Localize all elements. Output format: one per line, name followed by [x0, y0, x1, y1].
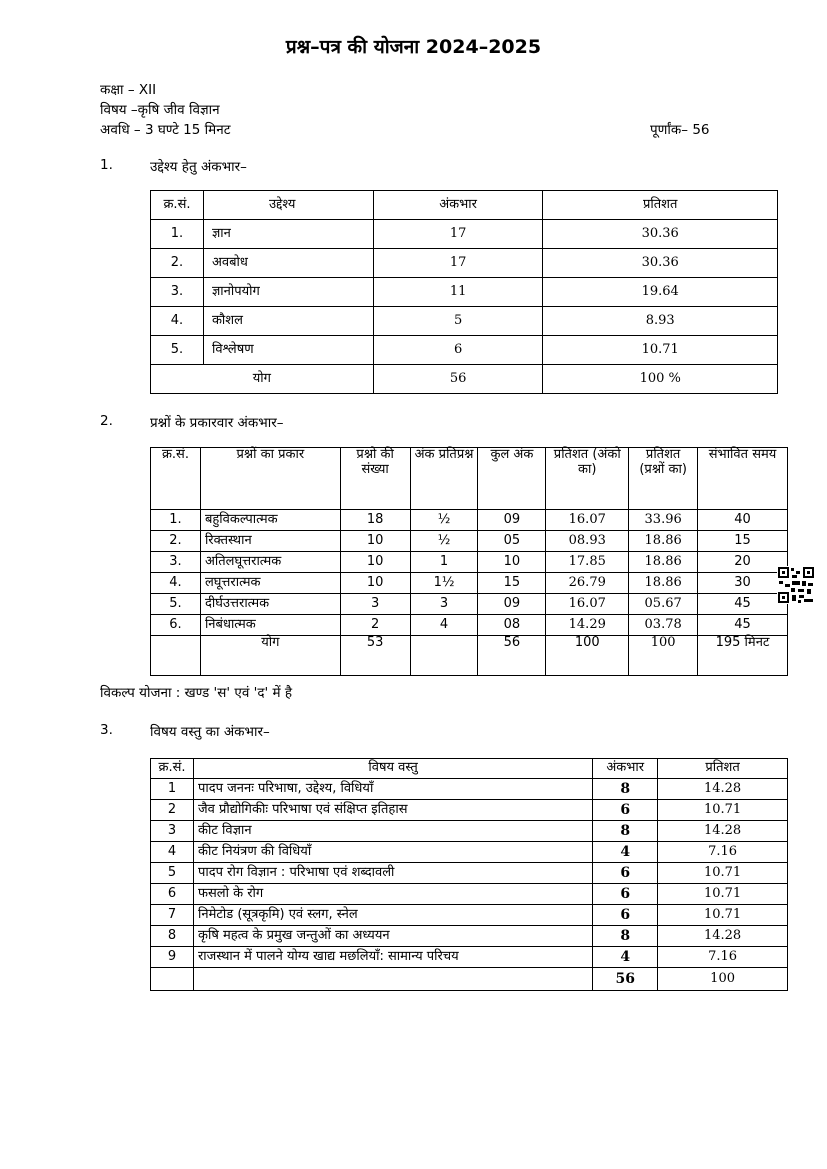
table-row: [151, 278, 778, 307]
duration-label: अवधि – 3 घण्टे 15 मिनट: [100, 122, 231, 138]
table-cell: 5: [373, 307, 543, 336]
table-cell: 6: [593, 884, 658, 905]
table-cell: 30.36: [543, 220, 778, 249]
table-cell: 30.36: [543, 249, 778, 278]
table-cell: 1½: [410, 573, 478, 594]
total-label: योग: [200, 636, 340, 676]
table-row: [151, 947, 788, 968]
table-cell: 7.16: [658, 842, 788, 863]
table-cell: 09: [478, 510, 546, 531]
table-row: [151, 552, 788, 573]
page-title: प्रश्न–पत्र की योजना 2024–2025: [285, 36, 542, 58]
table-cell: 19.64: [543, 278, 778, 307]
table-cell: रिक्तस्थान: [200, 531, 340, 552]
header-cell: प्रतिशत: [543, 191, 778, 220]
table-cell: 16.07: [546, 594, 629, 615]
table-cell: 1: [410, 552, 478, 573]
table-cell: अवबोध: [203, 249, 373, 278]
table-cell: ½: [410, 531, 478, 552]
table-row: [151, 884, 788, 905]
table-cell: ½: [410, 510, 478, 531]
total-label: योग: [151, 365, 374, 394]
section3-number: 3.: [100, 722, 113, 738]
table-cell: 10: [340, 573, 410, 594]
table-cell: दीर्घउत्तरात्मक: [200, 594, 340, 615]
header-cell: प्रश्नो की संख्या: [340, 448, 410, 510]
table-cell: अतिलघूत्तरात्मक: [200, 552, 340, 573]
table-cell: 10.71: [658, 884, 788, 905]
table-row: [151, 573, 788, 594]
table-cell: 45: [698, 594, 788, 615]
header-cell: विषय वस्तु: [193, 759, 592, 779]
table-row: [151, 307, 778, 336]
table-cell: 10.71: [658, 905, 788, 926]
table-cell: कौशल: [203, 307, 373, 336]
table-total-row: [151, 365, 778, 394]
table-cell: बहुविकल्पात्मक: [200, 510, 340, 531]
table-cell: 14.28: [658, 926, 788, 947]
total-cell: 53: [340, 636, 410, 676]
table-cell: 10: [340, 552, 410, 573]
class-label: कक्षा – XII: [100, 82, 157, 98]
table-cell: 8: [593, 779, 658, 800]
table-cell: 9: [151, 947, 194, 968]
table-cell: 4: [593, 842, 658, 863]
table-cell: 6.: [151, 615, 201, 636]
table-cell: 2: [151, 800, 194, 821]
table-cell: 10: [478, 552, 546, 573]
table-cell: 18: [340, 510, 410, 531]
table-cell: 09: [478, 594, 546, 615]
table-cell: 4.: [151, 307, 204, 336]
table-row: [151, 905, 788, 926]
total-percent: 100 %: [543, 365, 778, 394]
table-cell: 5.: [151, 594, 201, 615]
question-types-table: [150, 447, 788, 676]
total-cell: 100: [629, 636, 698, 676]
table-cell: 5.: [151, 336, 204, 365]
table-cell: कृषि महत्व के प्रमुख जन्तुओं का अध्ययन: [193, 926, 592, 947]
table-cell: 14.28: [658, 779, 788, 800]
table-cell: 4: [593, 947, 658, 968]
table-cell: 10.71: [543, 336, 778, 365]
table-cell: 3: [340, 594, 410, 615]
content-table: [150, 758, 788, 991]
table-cell: 3.: [151, 278, 204, 307]
table-cell: 3: [410, 594, 478, 615]
header-cell: अंकभार: [373, 191, 543, 220]
table-cell: 3.: [151, 552, 201, 573]
header-cell: क्र.सं.: [151, 448, 201, 510]
table-row: [151, 779, 788, 800]
header-cell: क्र.सं.: [151, 759, 194, 779]
table-cell: ज्ञान: [203, 220, 373, 249]
table-row: [151, 821, 788, 842]
table-row: [151, 249, 778, 278]
qr-code-icon: [777, 566, 815, 604]
table-cell: 8: [151, 926, 194, 947]
table-cell: 17: [373, 220, 543, 249]
table-cell: 5: [151, 863, 194, 884]
table-total-row: [151, 968, 788, 991]
header-cell: उद्देश्य: [203, 191, 373, 220]
table-cell: 11: [373, 278, 543, 307]
table-row: [151, 615, 788, 636]
table-cell: 6: [593, 800, 658, 821]
table-cell: 17.85: [546, 552, 629, 573]
header-cell: कुल अंक: [478, 448, 546, 510]
table-cell: 8: [593, 821, 658, 842]
table-row: [151, 863, 788, 884]
table-cell: राजस्थान में पालने योग्य खाद्य मछलियाँ: सामान्य परिचय: [193, 947, 592, 968]
table-total-row: [151, 636, 788, 676]
table-cell: 08.93: [546, 531, 629, 552]
header-cell: अंकभार: [593, 759, 658, 779]
table-cell: 2.: [151, 531, 201, 552]
table-cell: 18.86: [629, 552, 698, 573]
table-cell: निबंधात्मक: [200, 615, 340, 636]
total-cell: 100: [546, 636, 629, 676]
total-marks: 56: [373, 365, 543, 394]
table-cell: 1: [151, 779, 194, 800]
objectives-table: [150, 190, 778, 394]
header-cell: प्रश्नों का प्रकार: [200, 448, 340, 510]
table-cell: 17: [373, 249, 543, 278]
table-header-row: [151, 448, 788, 510]
table-cell: 15: [478, 573, 546, 594]
table-cell: 30: [698, 573, 788, 594]
total-time: 195 मिनट: [698, 636, 788, 676]
table-cell: विश्लेषण: [203, 336, 373, 365]
table-cell: पादप जननः परिभाषा, उद्देश्य, विधियाँ: [193, 779, 592, 800]
header-cell: प्रतिशत (प्रश्नों का): [629, 448, 698, 510]
table-header-row: [151, 191, 778, 220]
table-row: [151, 926, 788, 947]
table-cell: 4: [410, 615, 478, 636]
max-marks-label: पूर्णांक– 56: [650, 122, 710, 138]
section2-number: 2.: [100, 413, 113, 429]
table-cell: 18.86: [629, 573, 698, 594]
total-cell: [193, 968, 592, 991]
table-cell: निमेटोड (सूत्रकृमि) एवं स्लग, स्नेल: [193, 905, 592, 926]
table-cell: 18.86: [629, 531, 698, 552]
total-cell: [151, 968, 194, 991]
table-cell: 40: [698, 510, 788, 531]
table-cell: पादप रोग विज्ञान : परिभाषा एवं शब्दावली: [193, 863, 592, 884]
table-cell: 26.79: [546, 573, 629, 594]
table-cell: कीट विज्ञान: [193, 821, 592, 842]
table-cell: 45: [698, 615, 788, 636]
subject-label: विषय –कृषि जीव विज्ञान: [100, 102, 220, 118]
table-cell: 14.28: [658, 821, 788, 842]
section1-heading: उद्देश्य हेतु अंकभार–: [150, 159, 247, 175]
total-cell: 56: [478, 636, 546, 676]
table-row: [151, 594, 788, 615]
table-cell: 2.: [151, 249, 204, 278]
table-cell: 6: [593, 863, 658, 884]
table-cell: 2: [340, 615, 410, 636]
table-cell: 16.07: [546, 510, 629, 531]
table-cell: 1.: [151, 220, 204, 249]
table-header-row: [151, 759, 788, 779]
total-marks: 56: [593, 968, 658, 991]
table-cell: 4.: [151, 573, 201, 594]
total-cell: [410, 636, 478, 676]
table-cell: 33.96: [629, 510, 698, 531]
table-row: [151, 510, 788, 531]
section2-heading: प्रश्नों के प्रकारवार अंकभार–: [150, 415, 284, 431]
table-cell: 6: [373, 336, 543, 365]
table-cell: 7.16: [658, 947, 788, 968]
table-cell: 6: [151, 884, 194, 905]
table-cell: 8.93: [543, 307, 778, 336]
table-cell: कीट नियंत्रण की विधियाँ: [193, 842, 592, 863]
table-row: [151, 800, 788, 821]
table-cell: 20: [698, 552, 788, 573]
header-cell: संभावित समय: [698, 448, 788, 510]
table-cell: 08: [478, 615, 546, 636]
table-cell: 3: [151, 821, 194, 842]
table-cell: 4: [151, 842, 194, 863]
table-cell: 8: [593, 926, 658, 947]
total-cell: [151, 636, 201, 676]
total-percent: 100: [658, 968, 788, 991]
table-row: [151, 220, 778, 249]
section1-number: 1.: [100, 157, 113, 173]
header-cell: अंक प्रतिप्रश्न: [410, 448, 478, 510]
table-row: [151, 336, 778, 365]
table-row: [151, 531, 788, 552]
table-cell: 03.78: [629, 615, 698, 636]
option-note: विकल्प योजना : खण्ड 'स' एवं 'द' में है: [100, 685, 293, 701]
table-cell: 05: [478, 531, 546, 552]
table-cell: 6: [593, 905, 658, 926]
table-cell: जैव प्रौद्योगिकीः परिभाषा एवं संक्षिप्त इतिहास: [193, 800, 592, 821]
header-cell: प्रतिशत: [658, 759, 788, 779]
section3-heading: विषय वस्तु का अंकभार–: [150, 724, 270, 740]
table-cell: लघूत्तरात्मक: [200, 573, 340, 594]
table-cell: 05.67: [629, 594, 698, 615]
table-cell: 14.29: [546, 615, 629, 636]
table-cell: 7: [151, 905, 194, 926]
header-cell: प्रतिशत (अंको का): [546, 448, 629, 510]
table-cell: ज्ञानोपयोग: [203, 278, 373, 307]
table-cell: फसलो के रोग: [193, 884, 592, 905]
table-cell: 10.71: [658, 800, 788, 821]
table-row: [151, 842, 788, 863]
table-cell: 1.: [151, 510, 201, 531]
header-cell: क्र.सं.: [151, 191, 204, 220]
table-cell: 15: [698, 531, 788, 552]
table-cell: 10.71: [658, 863, 788, 884]
table-cell: 10: [340, 531, 410, 552]
